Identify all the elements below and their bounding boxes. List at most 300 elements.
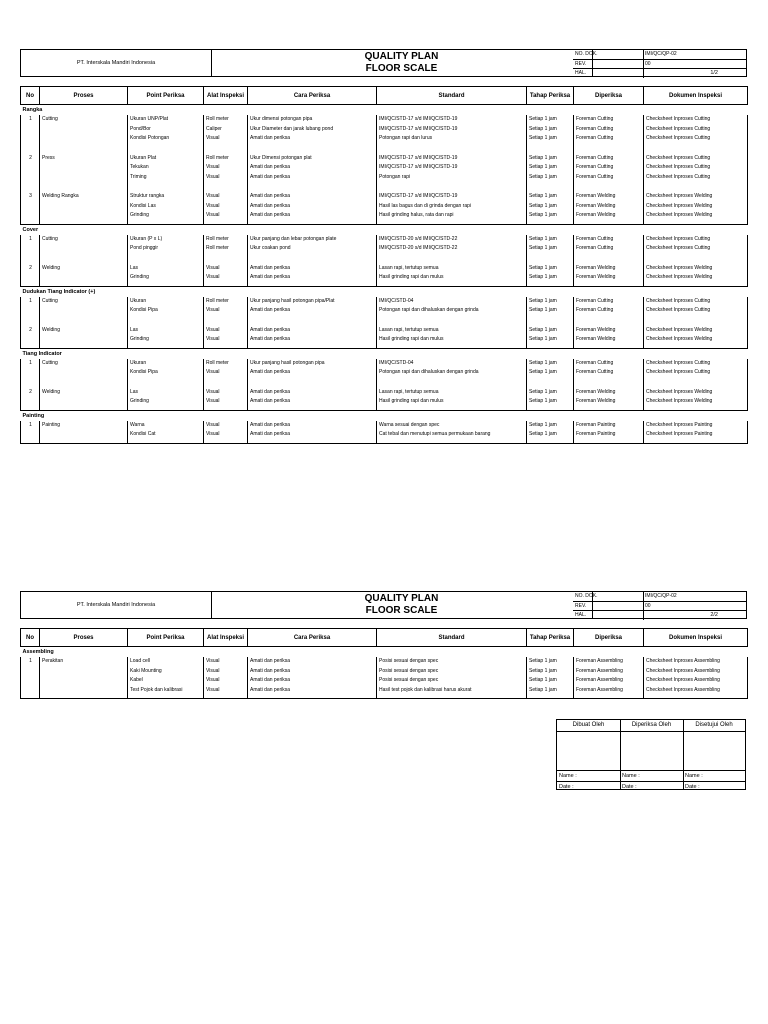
diperiksa-cell: Foreman Cutting — [574, 125, 644, 135]
standard-cell: IMI/QC/STD-04 — [377, 297, 527, 307]
standard-cell: Hasil las bagus dan di grinda dengan rapi — [377, 202, 527, 212]
table-body — [21, 647, 748, 699]
proses-cell: Press — [40, 154, 128, 164]
standard-cell: Potongan rapi dan lurus — [377, 134, 527, 144]
item-no: 1 — [21, 421, 40, 431]
dokumen-inspeksi-cell: Checksheet Inproses Cutting — [644, 244, 748, 254]
cara-periksa-cell: Amati dan periksa — [248, 134, 377, 144]
point-periksa-cell: Las — [128, 264, 204, 274]
empty-cell — [128, 440, 204, 444]
section-name: Rangka — [22, 107, 43, 113]
rev-label: REV. — [575, 602, 644, 611]
empty-cell — [248, 695, 377, 699]
section-name: Dudukan Tiang Indicator (+) — [22, 288, 96, 295]
alat-inspeksi-cell: Visual — [204, 368, 248, 378]
item-no: 1 — [21, 235, 40, 245]
tahap-periksa-cell: Setiap 1 jam — [527, 686, 574, 696]
empty-cell — [40, 667, 128, 677]
table-row — [21, 235, 748, 245]
standard-cell: IMI/QC/STD-17 s/d IMI/QC/STD-19 — [377, 154, 527, 164]
dokumen-inspeksi-cell: Checksheet Inproses Welding — [644, 192, 748, 202]
standard-cell: Posisi sesuai dengan spec — [377, 667, 527, 677]
dokumen-inspeksi-cell: Checksheet Inproses Cutting — [644, 306, 748, 316]
point-periksa-cell: Kondisi Las — [128, 202, 204, 212]
standard-cell: IMI/QC/STD-17 s/d IMI/QC/STD-19 — [377, 192, 527, 202]
standard-cell: IMI/QC/STD-17 s/d IMI/QC/STD-19 — [377, 115, 527, 125]
company-name: PT. Interskala Mandiri Indonesia — [21, 50, 212, 76]
signature-date-label: Date : — [685, 784, 700, 790]
point-periksa-cell: Kabel — [128, 676, 204, 686]
standard-cell: Potongan rapi dan dihaluskan dengan grinda — [377, 368, 527, 378]
document-meta — [573, 592, 746, 618]
empty-cell — [574, 695, 644, 699]
item-no: 2 — [21, 264, 40, 274]
inspection-table — [20, 628, 748, 699]
empty-cell — [21, 368, 40, 378]
empty-cell — [40, 134, 128, 144]
table-row — [21, 163, 748, 173]
standard-cell: Hasil grinding rapi dan mulus — [377, 335, 527, 345]
point-periksa-cell: Grinding — [128, 273, 204, 283]
tahap-periksa-cell: Setiap 1 jam — [527, 306, 574, 316]
title-line-2: FLOOR SCALE — [365, 605, 438, 616]
column-header: Tahap Periksa — [527, 629, 574, 647]
spacer-row — [21, 182, 748, 192]
empty-cell — [527, 144, 574, 154]
point-periksa-cell: Warna — [128, 421, 204, 431]
item-no: 1 — [21, 297, 40, 307]
empty-cell — [574, 182, 644, 192]
tahap-periksa-cell: Setiap 1 jam — [527, 154, 574, 164]
table-row — [21, 297, 748, 307]
proses-cell: Painting — [40, 421, 128, 431]
empty-cell — [21, 440, 40, 444]
tahap-periksa-cell: Setiap 1 jam — [527, 430, 574, 440]
title-line-2: FLOOR SCALE — [365, 63, 438, 74]
alat-inspeksi-cell: Roll meter — [204, 244, 248, 254]
no-dok-value: IMI/QC/QP-02 — [645, 51, 677, 57]
dokumen-inspeksi-cell: Checksheet Inproses Welding — [644, 335, 748, 345]
inspection-table — [20, 86, 748, 444]
signature-area — [620, 732, 683, 771]
table-row — [21, 173, 748, 183]
standard-cell: IMI/QC/STD-17 s/d IMI/QC/STD-19 — [377, 163, 527, 173]
table-row — [21, 306, 748, 316]
empty-cell — [527, 378, 574, 388]
empty-cell — [40, 211, 128, 221]
point-periksa-cell: Grinding — [128, 211, 204, 221]
dokumen-inspeksi-cell: Checksheet Inproses Cutting — [644, 115, 748, 125]
empty-cell — [21, 686, 40, 696]
alat-inspeksi-cell: Visual — [204, 430, 248, 440]
empty-cell — [21, 430, 40, 440]
empty-cell — [527, 695, 574, 699]
diperiksa-cell: Foreman Welding — [574, 273, 644, 283]
empty-cell — [128, 144, 204, 154]
empty-cell — [21, 182, 40, 192]
point-periksa-cell: Grinding — [128, 335, 204, 345]
section-header-row — [21, 105, 748, 116]
table-row — [21, 125, 748, 135]
tahap-periksa-cell: Setiap 1 jam — [527, 297, 574, 307]
tahap-periksa-cell: Setiap 1 jam — [527, 326, 574, 336]
standard-cell: Potongan rapi dan dihaluskan dengan grinda — [377, 306, 527, 316]
signature-name-label: Name : — [620, 771, 683, 782]
dokumen-inspeksi-cell: Checksheet Inproses Welding — [644, 273, 748, 283]
column-header: Diperiksa — [574, 629, 644, 647]
signature-box — [556, 719, 746, 790]
dokumen-inspeksi-cell: Checksheet Inproses Welding — [644, 397, 748, 407]
column-header: Point Periksa — [128, 87, 204, 105]
empty-cell — [21, 125, 40, 135]
tahap-periksa-cell: Setiap 1 jam — [527, 397, 574, 407]
no-dok-value: IMI/QC/QP-02 — [645, 593, 677, 599]
empty-cell — [644, 144, 748, 154]
empty-cell — [40, 244, 128, 254]
empty-cell — [644, 254, 748, 264]
proses-cell: Welding — [40, 388, 128, 398]
proses-cell: Cutting — [40, 235, 128, 245]
empty-cell — [574, 254, 644, 264]
diperiksa-cell: Foreman Cutting — [574, 154, 644, 164]
empty-cell — [204, 440, 248, 444]
dokumen-inspeksi-cell: Checksheet Inproses Cutting — [644, 125, 748, 135]
point-periksa-cell: Kondisi Pipa — [128, 368, 204, 378]
standard-cell: IMI/QC/STD-17 s/d IMI/QC/STD-19 — [377, 125, 527, 135]
diperiksa-cell: Foreman Welding — [574, 211, 644, 221]
dokumen-inspeksi-cell: Checksheet Inproses Assembling — [644, 686, 748, 696]
dokumen-inspeksi-cell: Checksheet Inproses Welding — [644, 202, 748, 212]
diperiksa-cell: Foreman Welding — [574, 192, 644, 202]
empty-cell — [21, 211, 40, 221]
section-end-row — [21, 695, 748, 699]
cara-periksa-cell: Amati dan periksa — [248, 264, 377, 274]
cara-periksa-cell: Amati dan periksa — [248, 192, 377, 202]
point-periksa-cell: Kaki Mounting — [128, 667, 204, 677]
point-periksa-cell: Ukuran (P x L) — [128, 235, 204, 245]
standard-cell: Hasil grinding rapi dan mulus — [377, 273, 527, 283]
empty-cell — [21, 163, 40, 173]
cara-periksa-cell: Ukur dimensi potongan pipa — [248, 115, 377, 125]
alat-inspeksi-cell: Visual — [204, 192, 248, 202]
cara-periksa-cell: Amati dan periksa — [248, 430, 377, 440]
diperiksa-cell: Foreman Cutting — [574, 115, 644, 125]
item-no: 2 — [21, 388, 40, 398]
point-periksa-cell: Tekukan — [128, 163, 204, 173]
empty-cell — [40, 335, 128, 345]
tahap-periksa-cell: Setiap 1 jam — [527, 667, 574, 677]
empty-cell — [248, 316, 377, 326]
cara-periksa-cell: Amati dan periksa — [248, 211, 377, 221]
section-header-row — [21, 224, 748, 235]
empty-cell — [21, 173, 40, 183]
alat-inspeksi-cell: Visual — [204, 421, 248, 431]
dokumen-inspeksi-cell: Checksheet Inproses Assembling — [644, 657, 748, 667]
cara-periksa-cell: Amati dan periksa — [248, 335, 377, 345]
tahap-periksa-cell: Setiap 1 jam — [527, 173, 574, 183]
empty-cell — [644, 182, 748, 192]
column-header: Dokumen Inspeksi — [644, 629, 748, 647]
dokumen-inspeksi-cell: Checksheet Inproses Cutting — [644, 173, 748, 183]
table-row — [21, 192, 748, 202]
diperiksa-cell: Foreman Cutting — [574, 244, 644, 254]
cara-periksa-cell: Ukur panjang dan lebar potongan plate — [248, 235, 377, 245]
diperiksa-cell: Foreman Cutting — [574, 368, 644, 378]
alat-inspeksi-cell: Visual — [204, 134, 248, 144]
cara-periksa-cell: Amati dan periksa — [248, 326, 377, 336]
tahap-periksa-cell: Setiap 1 jam — [527, 264, 574, 274]
document-title — [211, 50, 593, 76]
alat-inspeksi-cell: Roll meter — [204, 235, 248, 245]
empty-cell — [574, 440, 644, 444]
empty-cell — [204, 695, 248, 699]
proses-cell: Cutting — [40, 297, 128, 307]
alat-inspeksi-cell: Visual — [204, 657, 248, 667]
diperiksa-cell: Foreman Welding — [574, 326, 644, 336]
point-periksa-cell: Test Pojok dan kalibrasi — [128, 686, 204, 696]
alat-inspeksi-cell: Visual — [204, 173, 248, 183]
proses-cell: Cutting — [40, 359, 128, 369]
empty-cell — [204, 254, 248, 264]
empty-cell — [204, 182, 248, 192]
dokumen-inspeksi-cell: Checksheet Inproses Cutting — [644, 297, 748, 307]
table-row — [21, 676, 748, 686]
alat-inspeksi-cell: Visual — [204, 202, 248, 212]
alat-inspeksi-cell: Visual — [204, 667, 248, 677]
title-line-1: QUALITY PLAN — [364, 593, 439, 604]
cara-periksa-cell: Amati dan periksa — [248, 202, 377, 212]
tahap-periksa-cell: Setiap 1 jam — [527, 235, 574, 245]
diperiksa-cell: Foreman Cutting — [574, 297, 644, 307]
empty-cell — [248, 182, 377, 192]
empty-cell — [40, 125, 128, 135]
table-row — [21, 421, 748, 431]
section-name: Tiang Indicator — [22, 350, 62, 357]
empty-cell — [40, 316, 128, 326]
section-name: Painting — [22, 412, 45, 419]
point-periksa-cell: Kondisi Potongan — [128, 134, 204, 144]
point-periksa-cell: Struktur rangka — [128, 192, 204, 202]
item-no: 1 — [21, 657, 40, 667]
tahap-periksa-cell: Setiap 1 jam — [527, 115, 574, 125]
column-header: Standard — [377, 629, 527, 647]
cara-periksa-cell: Amati dan periksa — [248, 667, 377, 677]
signature-name-label: Name : — [683, 771, 745, 782]
cara-periksa-cell: Ukur coakan pond — [248, 244, 377, 254]
title-line-1: QUALITY PLAN — [364, 51, 439, 62]
empty-cell — [574, 378, 644, 388]
signature-header: Dibuat Oleh — [557, 720, 620, 732]
cara-periksa-cell: Amati dan periksa — [248, 676, 377, 686]
dokumen-inspeksi-cell: Checksheet Inproses Welding — [644, 388, 748, 398]
standard-cell: Hasil test pojok dan kalibrasi harus akurat — [377, 686, 527, 696]
cara-periksa-cell: Ukur Dimensi potongan plat — [248, 154, 377, 164]
table-row — [21, 202, 748, 212]
empty-cell — [128, 254, 204, 264]
empty-cell — [40, 378, 128, 388]
empty-cell — [21, 254, 40, 264]
cara-periksa-cell: Ukur panjang hasil potongan pipa — [248, 359, 377, 369]
empty-cell — [377, 254, 527, 264]
tahap-periksa-cell: Setiap 1 jam — [527, 676, 574, 686]
column-header: Dokumen Inspeksi — [644, 87, 748, 105]
standard-cell: IMI/QC/STD-04 — [377, 359, 527, 369]
alat-inspeksi-cell: Roll meter — [204, 154, 248, 164]
diperiksa-cell: Foreman Cutting — [574, 134, 644, 144]
point-periksa-cell: Pond pinggir — [128, 244, 204, 254]
column-header: Tahap Periksa — [527, 87, 574, 105]
cara-periksa-cell: Amati dan periksa — [248, 388, 377, 398]
diperiksa-cell: Foreman Welding — [574, 388, 644, 398]
cara-periksa-cell: Amati dan periksa — [248, 273, 377, 283]
column-header: Diperiksa — [574, 87, 644, 105]
point-periksa-cell: Grinding — [128, 397, 204, 407]
empty-cell — [377, 182, 527, 192]
proses-cell: Cutting — [40, 115, 128, 125]
tahap-periksa-cell: Setiap 1 jam — [527, 211, 574, 221]
standard-cell: Posisi sesuai dengan spec — [377, 676, 527, 686]
column-header: Standard — [377, 87, 527, 105]
alat-inspeksi-cell: Visual — [204, 264, 248, 274]
table-row — [21, 115, 748, 125]
cara-periksa-cell: Amati dan periksa — [248, 173, 377, 183]
spacer-row — [21, 144, 748, 154]
page-number: 2/2 — [710, 612, 718, 619]
cara-periksa-cell: Ukur panjang hasil potongan pipa/Plat — [248, 297, 377, 307]
empty-cell — [377, 316, 527, 326]
empty-cell — [574, 316, 644, 326]
alat-inspeksi-cell: Visual — [204, 211, 248, 221]
empty-cell — [21, 306, 40, 316]
alat-inspeksi-cell: Visual — [204, 273, 248, 283]
empty-cell — [40, 686, 128, 696]
standard-cell: IMI/QC/STD-20 s/d IMI/QC/STD-22 — [377, 244, 527, 254]
proses-cell: Welding — [40, 264, 128, 274]
empty-cell — [377, 695, 527, 699]
item-no: 1 — [21, 115, 40, 125]
quality-plan-page-2 — [20, 591, 747, 710]
no-dok-label: NO. DOK. — [575, 592, 644, 601]
table-body — [21, 105, 748, 444]
column-header: Proses — [40, 629, 128, 647]
table-row — [21, 657, 748, 667]
table-row — [21, 397, 748, 407]
standard-cell: IMI/QC/STD-20 s/d IMI/QC/STD-22 — [377, 235, 527, 245]
empty-cell — [40, 695, 128, 699]
empty-cell — [574, 144, 644, 154]
signature-area — [557, 732, 620, 771]
empty-cell — [248, 440, 377, 444]
point-periksa-cell: Las — [128, 326, 204, 336]
alat-inspeksi-cell: Visual — [204, 676, 248, 686]
empty-cell — [21, 273, 40, 283]
tahap-periksa-cell: Setiap 1 jam — [527, 368, 574, 378]
document-meta — [573, 50, 746, 76]
empty-cell — [40, 273, 128, 283]
point-periksa-cell: Load cell — [128, 657, 204, 667]
signature-header: Diperiksa Oleh — [620, 720, 683, 732]
empty-cell — [40, 182, 128, 192]
empty-cell — [644, 378, 748, 388]
alat-inspeksi-cell: Visual — [204, 163, 248, 173]
column-header-row — [21, 629, 748, 647]
column-header: Alat Inspeksi — [204, 629, 248, 647]
tahap-periksa-cell: Setiap 1 jam — [527, 273, 574, 283]
standard-cell: Posisi sesuai dengan spec — [377, 657, 527, 667]
dokumen-inspeksi-cell: Checksheet Inproses Cutting — [644, 235, 748, 245]
dokumen-inspeksi-cell: Checksheet Inproses Welding — [644, 211, 748, 221]
tahap-periksa-cell: Setiap 1 jam — [527, 335, 574, 345]
proses-cell: Welding — [40, 326, 128, 336]
empty-cell — [40, 397, 128, 407]
no-dok-label: NO. DOK. — [575, 50, 644, 59]
section-name: Cover — [22, 226, 39, 233]
table-row — [21, 368, 748, 378]
table-row — [21, 154, 748, 164]
cara-periksa-cell: Amati dan periksa — [248, 686, 377, 696]
standard-cell: Hasil grinding rapi dan mulus — [377, 397, 527, 407]
empty-cell — [527, 182, 574, 192]
alat-inspeksi-cell: Caliper — [204, 125, 248, 135]
tahap-periksa-cell: Setiap 1 jam — [527, 421, 574, 431]
point-periksa-cell: Kondisi Pipa — [128, 306, 204, 316]
standard-cell: Cat tebal dan menutupi semua permukaan barang — [377, 430, 527, 440]
item-no: 1 — [21, 359, 40, 369]
diperiksa-cell: Foreman Cutting — [574, 163, 644, 173]
diperiksa-cell: Foreman Cutting — [574, 306, 644, 316]
document-header — [20, 49, 747, 77]
empty-cell — [21, 667, 40, 677]
empty-cell — [644, 440, 748, 444]
rev-value: 00 — [645, 602, 651, 609]
alat-inspeksi-cell: Visual — [204, 306, 248, 316]
spacer-row — [21, 316, 748, 326]
point-periksa-cell: Pond/Bor — [128, 125, 204, 135]
table-row — [21, 244, 748, 254]
dokumen-inspeksi-cell: Checksheet Inproses Painting — [644, 430, 748, 440]
document-header — [20, 591, 747, 619]
empty-cell — [40, 144, 128, 154]
alat-inspeksi-cell: Visual — [204, 326, 248, 336]
tahap-periksa-cell: Setiap 1 jam — [527, 163, 574, 173]
empty-cell — [21, 695, 40, 699]
alat-inspeksi-cell: Roll meter — [204, 359, 248, 369]
signature-column-dibuat — [557, 720, 621, 789]
empty-cell — [128, 378, 204, 388]
empty-cell — [21, 144, 40, 154]
empty-cell — [40, 163, 128, 173]
empty-cell — [40, 430, 128, 440]
diperiksa-cell: Foreman Assembling — [574, 667, 644, 677]
page-number: 1/2 — [710, 70, 718, 77]
table-row — [21, 359, 748, 369]
standard-cell: Lasan rapi, tertutup semua — [377, 388, 527, 398]
standard-cell: Lasan rapi, tertutup semua — [377, 326, 527, 336]
empty-cell — [21, 134, 40, 144]
table-row — [21, 335, 748, 345]
column-header: Alat Inspeksi — [204, 87, 248, 105]
tahap-periksa-cell: Setiap 1 jam — [527, 388, 574, 398]
empty-cell — [21, 335, 40, 345]
table-row — [21, 211, 748, 221]
empty-cell — [204, 316, 248, 326]
signature-date-label: Date : — [622, 784, 637, 790]
column-header-row — [21, 87, 748, 105]
empty-cell — [40, 368, 128, 378]
empty-cell — [204, 378, 248, 388]
empty-cell — [128, 695, 204, 699]
cara-periksa-cell: Ukur Diameter dan jarak lubang pond — [248, 125, 377, 135]
